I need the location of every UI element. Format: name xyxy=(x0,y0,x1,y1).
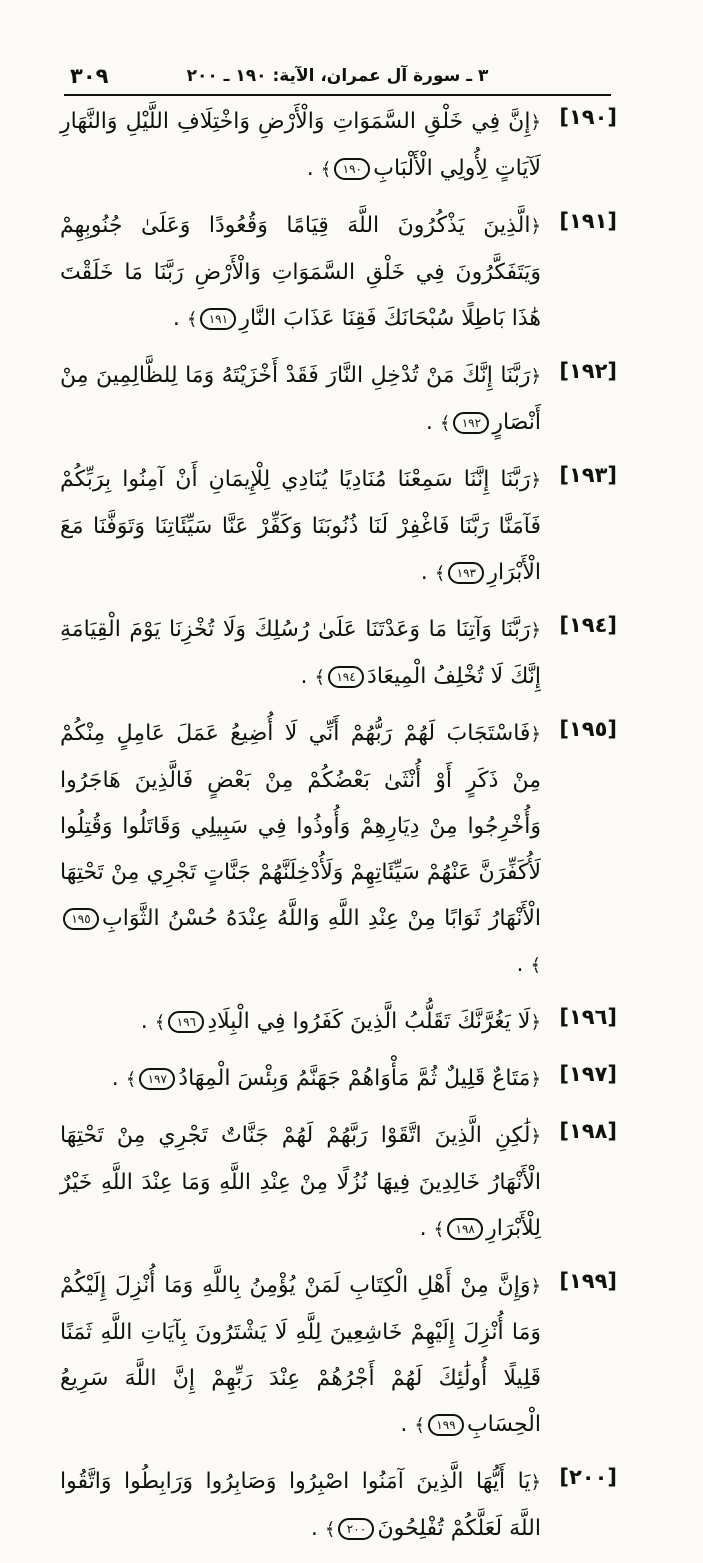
close-bracket-icon: ﴾ xyxy=(324,1519,336,1540)
verse-item xyxy=(60,203,617,343)
verse-item xyxy=(60,999,617,1046)
verse-text: ﴿لَٰكِنِ الَّذِينَ اتَّقَوْا رَبَّهُمْ لَهُمْ جَنَّاتٌ تَجْرِي مِنْ تَحْتِهَا الْأَنْهَارُ خَالِدِينَ فِيهَا نُزُلًا مِنْ عِنْدِ اللَّهِ وَمَا عِنْدَ اللَّهِ خَيْرٌ لِلْأَبْرَارِ١٩٨﴾ . xyxy=(60,1123,541,1241)
verse-item xyxy=(60,1263,617,1449)
close-bracket-icon: ﴾ xyxy=(125,1069,137,1090)
close-bracket-icon: ﴾ xyxy=(434,563,446,584)
verse-text: ﴿إِنَّ فِي خَلْقِ السَّمَوَاتِ وَالْأَرْضِ وَاخْتِلَافِ اللَّيْلِ وَالنَّهَارِ لَآيَاتٍ لِأُولِي الْأَلْبَابِ١٩٠﴾ . xyxy=(60,109,541,181)
verse-item xyxy=(60,457,617,597)
verse-label: [١٩٠] xyxy=(559,105,617,129)
open-bracket-icon: ﴿ xyxy=(530,620,541,641)
verse-end-medallion: ١٩٩ xyxy=(428,1414,464,1436)
header-title: ٣ ـ سورة آل عمران، الآية: ١٩٠ ـ ٢٠٠ xyxy=(186,66,489,86)
verse-item xyxy=(60,1459,617,1553)
open-bracket-icon: ﴿ xyxy=(530,470,541,491)
verse-label: [١٩٧] xyxy=(559,1062,617,1086)
verse-text: ﴿يَا أَيُّهَا الَّذِينَ آمَنُوا اصْبِرُوا وَصَابِرُوا وَرَابِطُوا وَاتَّقُوا اللَّهَ لَعَلَّكُمْ تُفْلِحُونَ٢٠٠﴾ . xyxy=(60,1469,541,1541)
verse-text: ﴿لَا يَغُرَّنَّكَ تَقَلُّبُ الَّذِينَ كَفَرُوا فِي الْبِلَادِ١٩٦﴾ . xyxy=(140,1009,541,1034)
verse-text: ﴿مَتَاعٌ قَلِيلٌ ثُمَّ مَأْوَاهُمْ جَهَنَّمُ وَبِئْسَ الْمِهَادُ١٩٧﴾ . xyxy=(111,1066,541,1091)
open-bracket-icon: ﴿ xyxy=(530,112,541,133)
verse-item xyxy=(60,711,617,989)
verse-text: ﴿رَبَّنَا إِنَّنَا سَمِعْنَا مُنَادِيًا يُنَادِي لِلْإِيمَانِ أَنْ آمِنُوا بِرَبِّكُمْ فَآمَنَّا رَبَّنَا فَاغْفِرْ لَنَا ذُنُوبَنَا وَكَفِّرْ عَنَّا سَيِّئَاتِنَا وَتَوَفَّنَا مَعَ الْأَبْرَارِ١٩٣﴾ . xyxy=(60,467,541,585)
open-bracket-icon: ﴿ xyxy=(530,1472,541,1493)
close-bracket-icon: ﴾ xyxy=(433,1219,445,1240)
verse-item xyxy=(60,1056,617,1103)
page-header xyxy=(64,62,611,96)
close-bracket-icon: ﴾ xyxy=(439,413,451,434)
close-bracket-icon: ﴾ xyxy=(414,1415,425,1436)
verse-label: [١٩٦] xyxy=(559,1005,617,1029)
verse-label: [١٩٤] xyxy=(559,613,617,637)
close-bracket-icon: ﴾ xyxy=(154,1012,166,1033)
verse-end-medallion: ١٩٥ xyxy=(63,908,99,930)
verse-end-medallion: ١٩٣ xyxy=(448,562,484,584)
verse-item xyxy=(60,607,617,701)
open-bracket-icon: ﴿ xyxy=(530,1126,541,1147)
page-number: ٣٠٩ xyxy=(70,64,109,88)
verse-end-medallion: ١٩٧ xyxy=(139,1068,175,1090)
verse-text: ﴿وَإِنَّ مِنْ أَهْلِ الْكِتَابِ لَمَنْ يُؤْمِنُ بِاللَّهِ وَمَا أُنْزِلَ إِلَيْكُمْ وَمَا أُنْزِلَ إِلَيْهِمْ خَاشِعِينَ لِلَّهِ لَا يَشْتَرُونَ بِآيَاتِ اللَّهِ ثَمَنًا قَلِيلًا أُولَٰئِكَ لَهُمْ أَجْرُهُمْ عِنْدَ رَبِّهِمْ إِنَّ اللَّهَ سَرِيعُ الْحِسَابِ١٩٩﴾ . xyxy=(60,1273,541,1437)
open-bracket-icon: ﴿ xyxy=(530,1069,541,1090)
verse-item xyxy=(60,99,617,193)
verse-text: ﴿الَّذِينَ يَذْكُرُونَ اللَّهَ قِيَامًا وَقُعُودًا وَعَلَىٰ جُنُوبِهِمْ وَيَتَفَكَّرُونَ فِي خَلْقِ السَّمَوَاتِ وَالْأَرْضِ رَبَّنَا مَا خَلَقْتَ هَٰذَا بَاطِلًا سُبْحَانَكَ فَقِنَا عَذَابَ النَّارِ١٩١﴾ . xyxy=(60,213,541,331)
verse-label: [١٩٣] xyxy=(559,463,617,487)
verse-item xyxy=(60,1113,617,1253)
open-bracket-icon: ﴿ xyxy=(530,216,541,237)
verse-label: [١٩٩] xyxy=(559,1269,617,1293)
verse-label: [١٩٢] xyxy=(559,359,617,383)
close-bracket-icon: ﴾ xyxy=(530,955,541,976)
verse-text: ﴿فَاسْتَجَابَ لَهُمْ رَبُّهُمْ أَنِّي لَا أُضِيعُ عَمَلَ عَامِلٍ مِنْكُمْ مِنْ ذَكَرٍ أَوْ أُنْثَىٰ بَعْضُكُمْ مِنْ بَعْضٍ فَالَّذِينَ هَاجَرُوا وَأُخْرِجُوا مِنْ دِيَارِهِمْ وَأُوذُوا فِي سَبِيلِي وَقَاتَلُوا وَقُتِلُوا لَأُكَفِّرَنَّ عَنْهُمْ سَيِّئَاتِهِمْ وَلَأُدْخِلَنَّهُمْ جَنَّاتٍ تَجْرِي مِنْ تَحْتِهَا الْأَنْهَارُ ثَوَابًا مِنْ عِنْدِ اللَّهِ وَاللَّهُ عِنْدَهُ حُسْنُ الثَّوَابِ١٩٥﴾ . xyxy=(60,721,541,977)
verse-text: ﴿رَبَّنَا إِنَّكَ مَنْ تُدْخِلِ النَّارَ فَقَدْ أَخْزَيْتَهُ وَمَا لِلظَّالِمِينَ مِنْ أَنْصَارٍ١٩٢﴾ . xyxy=(60,363,541,435)
close-bracket-icon: ﴾ xyxy=(314,667,326,688)
verse-list xyxy=(60,99,617,1563)
verse-end-medallion: ١٩٤ xyxy=(328,666,364,688)
verse-label: [١٩٥] xyxy=(559,717,617,741)
open-bracket-icon: ﴿ xyxy=(530,1012,541,1033)
verse-label: [٢٠٠] xyxy=(559,1465,617,1489)
verse-item xyxy=(60,353,617,447)
open-bracket-icon: ﴿ xyxy=(530,724,541,745)
verse-end-medallion: ١٩٨ xyxy=(447,1218,483,1240)
verse-text: ﴿رَبَّنَا وَآتِنَا مَا وَعَدْتَنَا عَلَىٰ رُسُلِكَ وَلَا تُخْزِنَا يَوْمَ الْقِيَامَةِ إِنَّكَ لَا تُخْلِفُ الْمِيعَادَ١٩٤﴾ . xyxy=(60,617,541,689)
close-bracket-icon: ﴾ xyxy=(186,309,198,330)
open-bracket-icon: ﴿ xyxy=(530,366,541,387)
verse-label: [١٩١] xyxy=(559,209,617,233)
verse-end-medallion: ٢٠٠ xyxy=(338,1518,374,1540)
open-bracket-icon: ﴿ xyxy=(530,1276,541,1297)
verse-end-medallion: ١٩١ xyxy=(200,308,236,330)
verse-end-medallion: ١٩٠ xyxy=(334,158,370,180)
close-bracket-icon: ﴾ xyxy=(320,159,332,180)
verse-end-medallion: ١٩٢ xyxy=(453,412,489,434)
verse-end-medallion: ١٩٦ xyxy=(168,1011,204,1033)
verse-label: [١٩٨] xyxy=(559,1119,617,1143)
